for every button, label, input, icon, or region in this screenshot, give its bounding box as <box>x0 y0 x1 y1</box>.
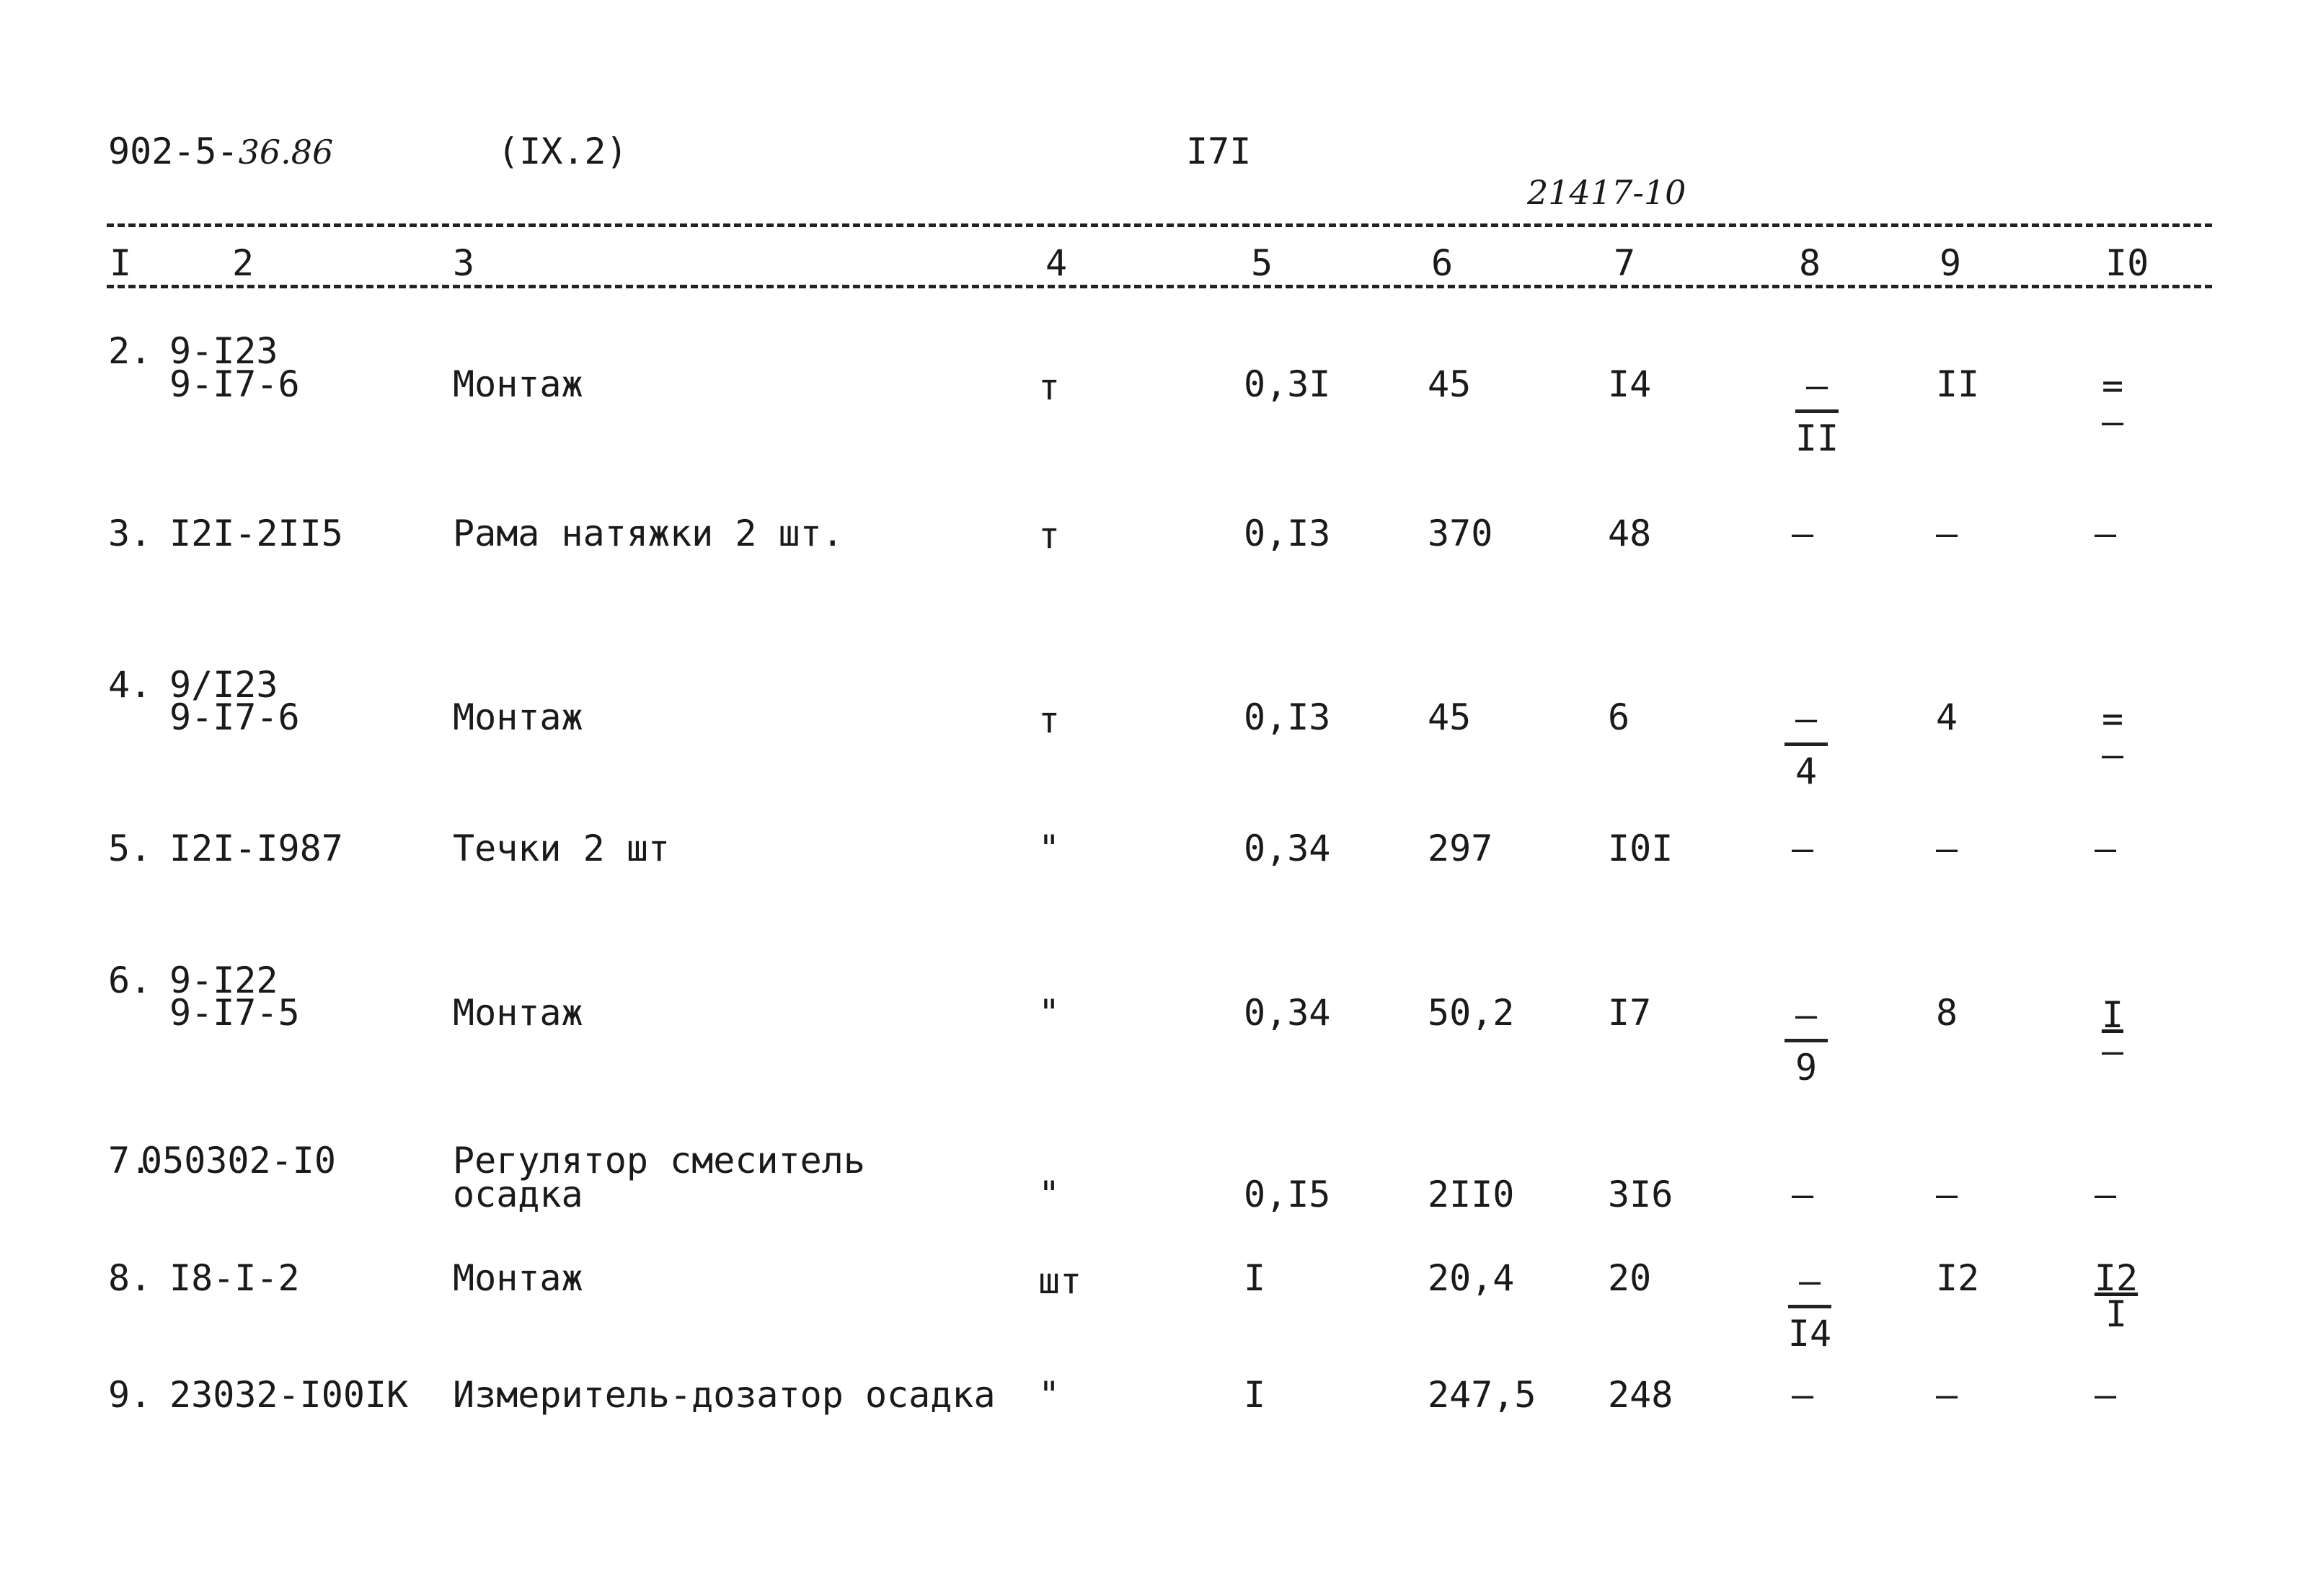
row-number: 7. <box>108 1140 152 1182</box>
row-col5: 0,34 <box>1244 828 1331 869</box>
row-col8-fraction <box>1781 994 1831 1089</box>
row-number: 4. <box>108 664 152 706</box>
row-col8: – <box>1792 1174 1814 1215</box>
row-col6: 50,2 <box>1428 992 1515 1034</box>
row-number: 6. <box>108 959 152 1001</box>
row-name: Рама натяжки 2 шт. <box>453 513 844 554</box>
row-col9: I2 <box>1936 1257 1980 1299</box>
row-col10-fraction <box>2091 698 2134 776</box>
fraction-top: = <box>2101 698 2124 740</box>
row-code: I2I-I987 <box>169 828 343 869</box>
row-unit: " <box>1038 1374 1061 1416</box>
fraction-top: – <box>1805 365 1828 407</box>
row-code: I8-I-2 <box>169 1257 300 1299</box>
page-number: I7I <box>1186 130 1252 172</box>
row-col8: – <box>1792 1374 1814 1416</box>
fraction-top: – <box>1798 1260 1821 1302</box>
col-header-5: 5 <box>1251 242 1273 284</box>
row-col9: 8 <box>1936 992 1958 1034</box>
fraction-bottom: – <box>2101 401 2124 443</box>
row-col7: I7 <box>1608 992 1652 1034</box>
row-col10-fraction <box>2087 1257 2145 1335</box>
row-name: Измеритель-дозатор осадка <box>453 1374 996 1416</box>
row-name: Монтаж <box>453 363 583 405</box>
row-number: 2. <box>108 330 152 372</box>
row-unit: шт <box>1038 1260 1082 1302</box>
row-col5: 0,3I <box>1244 363 1331 405</box>
row-number: 9. <box>108 1374 152 1416</box>
row-col10: – <box>2095 1174 2117 1215</box>
row-col6: 247,5 <box>1428 1374 1536 1416</box>
row-name: Монтаж <box>453 1257 583 1299</box>
fraction-top: – <box>1795 698 1818 740</box>
row-col7: 3I6 <box>1608 1174 1673 1215</box>
row-col10: – <box>2095 1374 2117 1416</box>
fraction-bottom: 4 <box>1795 750 1818 792</box>
row-col5: 0,I3 <box>1244 696 1331 738</box>
col-header-9: 9 <box>1940 242 1962 284</box>
fraction-bottom: – <box>2101 1030 2124 1072</box>
row-col6: 297 <box>1428 828 1493 869</box>
col-header-2: 2 <box>232 242 255 284</box>
row-col6: 2II0 <box>1428 1174 1515 1215</box>
row-col9: II <box>1936 363 1980 405</box>
row-col8: – <box>1792 513 1814 554</box>
row-col9: 4 <box>1936 696 1958 738</box>
row-col9: – <box>1936 1174 1958 1215</box>
row-col10: – <box>2095 513 2117 554</box>
row-col5: 0,I3 <box>1244 513 1331 554</box>
row-code: 9-I23 <box>169 330 278 372</box>
fraction-bottom: I <box>2105 1293 2128 1335</box>
row-unit: " <box>1038 992 1061 1034</box>
fraction-top: = <box>2101 365 2124 407</box>
row-col7: 6 <box>1608 696 1630 738</box>
fraction-bottom: 9 <box>1795 1047 1818 1089</box>
row-number: 5. <box>108 828 152 869</box>
row-col9: – <box>1936 828 1958 869</box>
row-col8-fraction <box>1788 365 1846 459</box>
row-col5: I <box>1244 1257 1266 1299</box>
row-unit: т <box>1038 366 1061 408</box>
row-code-secondary: 9-I7-5 <box>169 992 300 1034</box>
row-col7: 20 <box>1608 1257 1652 1299</box>
row-col7: 248 <box>1608 1374 1673 1416</box>
col-header-3: 3 <box>453 242 475 284</box>
row-col7: I0I <box>1608 828 1673 869</box>
row-unit: " <box>1038 828 1061 869</box>
col-header-10: I0 <box>2105 242 2149 284</box>
col-header-7: 7 <box>1614 242 1636 284</box>
row-code: 9/I23 <box>169 664 278 706</box>
row-col5: I <box>1244 1374 1266 1416</box>
row-name-continued: осадка <box>453 1174 583 1215</box>
row-code: I2I-2II5 <box>169 513 343 554</box>
fraction-top: I2 <box>2094 1257 2139 1299</box>
fraction-top: – <box>1795 994 1818 1036</box>
doc-code: 902-5-36.86 <box>108 130 334 172</box>
col-header-1: I <box>110 242 132 284</box>
fraction-top: I <box>2101 994 2124 1036</box>
col-header-4: 4 <box>1045 242 1068 284</box>
fraction-bottom: I4 <box>1787 1313 1832 1355</box>
row-col8: – <box>1792 828 1814 869</box>
fraction-bottom: – <box>2101 734 2124 776</box>
header-top-rule <box>107 223 2212 227</box>
row-col10-fraction <box>2091 994 2134 1072</box>
row-col10-fraction <box>2091 365 2134 443</box>
row-code: 23032-I00IK <box>169 1374 409 1416</box>
col-header-6: 6 <box>1431 242 1454 284</box>
col-header-8: 8 <box>1799 242 1821 284</box>
row-col6: 45 <box>1428 363 1472 405</box>
row-name: Монтаж <box>453 696 583 738</box>
row-col9: – <box>1936 513 1958 554</box>
row-col6: 370 <box>1428 513 1493 554</box>
row-code: 050302-I0 <box>141 1140 336 1182</box>
row-col6: 45 <box>1428 696 1472 738</box>
row-col5: 0,I5 <box>1244 1174 1331 1215</box>
row-col8-fraction <box>1781 698 1831 792</box>
row-name: Регулятор смеситель <box>453 1140 865 1182</box>
row-col7: 48 <box>1608 513 1652 554</box>
header-bottom-rule <box>107 285 2212 288</box>
row-unit: т <box>1038 515 1061 557</box>
row-col7: I4 <box>1608 363 1652 405</box>
fraction-bottom: II <box>1795 417 1839 459</box>
row-col9: – <box>1936 1374 1958 1416</box>
row-unit: " <box>1038 1174 1061 1215</box>
row-col10: – <box>2095 828 2117 869</box>
row-code: 9-I22 <box>169 959 278 1001</box>
archive-number: 21417-10 <box>1527 173 1686 212</box>
doc-code-handwritten: 36.86 <box>238 133 334 172</box>
row-col5: 0,34 <box>1244 992 1331 1034</box>
row-number: 8. <box>108 1257 152 1299</box>
row-name: Монтаж <box>453 992 583 1034</box>
row-name: Течки 2 шт <box>453 828 671 869</box>
row-col8-fraction <box>1781 1260 1839 1355</box>
row-number: 3. <box>108 513 152 554</box>
row-unit: т <box>1038 699 1061 741</box>
row-code-secondary: 9-I7-6 <box>169 363 300 405</box>
row-code-secondary: 9-I7-6 <box>169 696 300 738</box>
row-col6: 20,4 <box>1428 1257 1515 1299</box>
section-number: (IX.2) <box>497 130 628 172</box>
